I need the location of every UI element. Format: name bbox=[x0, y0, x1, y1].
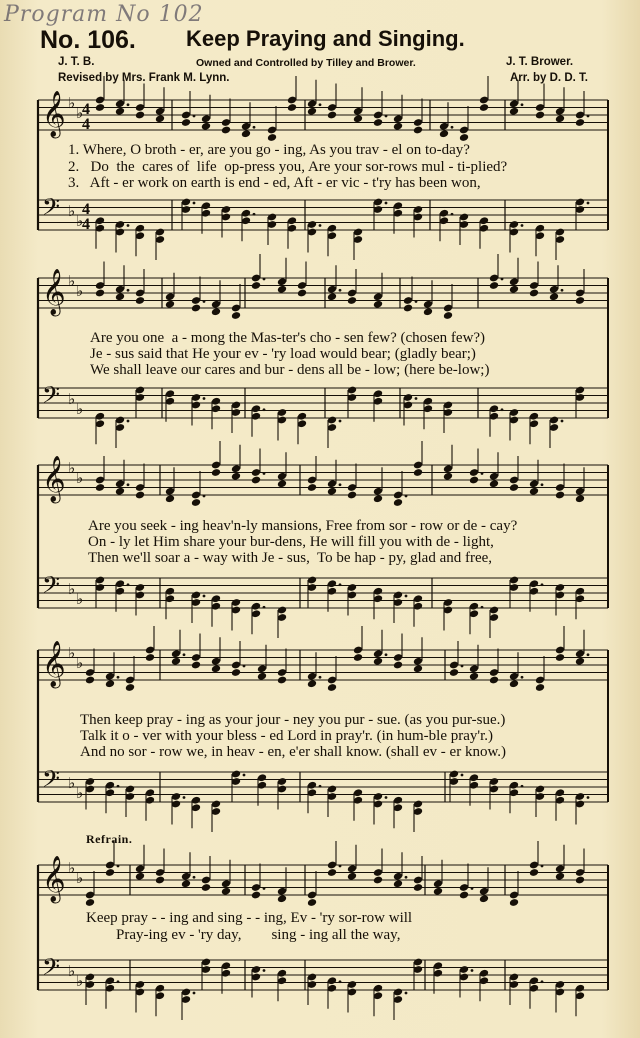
dot bbox=[385, 115, 388, 118]
lyric-line: We shall leave our cares and bur - dens all be - low; (here be-low;) bbox=[90, 362, 490, 378]
dot bbox=[203, 595, 206, 598]
note-head bbox=[393, 498, 403, 507]
note-head bbox=[241, 129, 251, 138]
dot bbox=[193, 992, 196, 995]
flat-sign: ♭ bbox=[76, 400, 84, 418]
lyric-line: Are you one a - mong the Mas-ter's cho - sen few? (chosen few?) bbox=[90, 330, 486, 346]
dot bbox=[541, 980, 544, 983]
note-head bbox=[307, 679, 317, 688]
bass-clef: 𝄢 bbox=[42, 381, 61, 414]
note-head bbox=[251, 891, 261, 900]
dot bbox=[203, 495, 206, 498]
dot bbox=[541, 865, 544, 868]
lyric-line: Are you seek - ing heav'n-ly mansions, Free from sor - row or de - cay? bbox=[88, 518, 518, 534]
dot bbox=[561, 289, 564, 292]
lyric-line: On - ly let Him share your bur-dens, He will fill you with de - light, bbox=[88, 534, 494, 550]
dot bbox=[339, 483, 342, 486]
dot bbox=[127, 224, 130, 227]
note-head bbox=[95, 483, 105, 492]
note-head bbox=[393, 122, 403, 131]
flat-sign: ♭ bbox=[76, 590, 84, 608]
note-head bbox=[433, 887, 443, 896]
note-head bbox=[479, 103, 489, 112]
note-head bbox=[191, 661, 201, 670]
note-head bbox=[413, 468, 423, 477]
note-head bbox=[135, 491, 145, 500]
lyric-line: Je - sus said that He your ev - 'ry load would bear; (gladly bear;) bbox=[90, 346, 476, 362]
note-head bbox=[509, 483, 519, 492]
ownership-note: Owned and Controlled by Tilley and Brower. bbox=[196, 57, 416, 69]
note-head bbox=[529, 868, 539, 877]
bass-clef: 𝄢 bbox=[42, 571, 61, 604]
flat-sign: ♭ bbox=[76, 972, 84, 990]
dot bbox=[587, 115, 590, 118]
flat-sign: ♭ bbox=[68, 774, 76, 792]
note-head bbox=[307, 483, 317, 492]
dot bbox=[405, 876, 408, 879]
dot bbox=[385, 796, 388, 799]
note-head bbox=[393, 879, 403, 888]
dot bbox=[127, 103, 130, 106]
note-head bbox=[211, 468, 221, 477]
note-head bbox=[307, 107, 317, 116]
flat-sign: ♭ bbox=[76, 469, 84, 487]
bass-clef: 𝄢 bbox=[42, 953, 61, 986]
note-head bbox=[459, 891, 469, 900]
dot bbox=[319, 224, 322, 227]
note-head bbox=[201, 122, 211, 131]
bass-clef: 𝄢 bbox=[42, 765, 61, 798]
note-head bbox=[509, 679, 519, 688]
note-head bbox=[393, 661, 403, 670]
note-head bbox=[469, 476, 479, 485]
note-head bbox=[231, 668, 241, 677]
note-head bbox=[549, 292, 559, 301]
dot bbox=[451, 126, 454, 129]
dot bbox=[243, 665, 246, 668]
dot bbox=[561, 420, 564, 423]
dot bbox=[339, 865, 342, 868]
dot bbox=[263, 887, 266, 890]
note-head bbox=[181, 879, 191, 888]
note-head bbox=[115, 487, 125, 496]
note-head bbox=[529, 487, 539, 496]
hymn-title: Keep Praying and Singing. bbox=[186, 26, 465, 51]
flat-sign: ♭ bbox=[76, 104, 84, 122]
dot bbox=[193, 876, 196, 879]
note-head bbox=[479, 894, 489, 903]
note-head bbox=[459, 133, 469, 142]
dot bbox=[319, 676, 322, 679]
lyric-line: 1. Where, O broth - er, are you go - ing, As you trav - el on to-day? bbox=[68, 142, 470, 158]
flat-sign: ♭ bbox=[68, 459, 76, 477]
dot bbox=[461, 774, 464, 777]
lyric-line: Keep pray - - ing and sing - - ing, Ev - 'ry sor-row will bbox=[86, 910, 413, 926]
note-head bbox=[211, 307, 221, 316]
treble-clef: 𝄞 bbox=[42, 269, 66, 315]
dot bbox=[339, 289, 342, 292]
note-head bbox=[347, 491, 357, 500]
note-head bbox=[489, 676, 499, 685]
note-head bbox=[449, 668, 459, 677]
dot bbox=[263, 472, 266, 475]
note-head bbox=[575, 118, 585, 127]
note-head bbox=[555, 114, 565, 123]
note-head bbox=[575, 494, 585, 503]
note-head bbox=[85, 898, 95, 907]
dot bbox=[501, 408, 504, 411]
dot bbox=[193, 115, 196, 118]
note-head bbox=[191, 304, 201, 313]
dot bbox=[243, 774, 246, 777]
note-head bbox=[535, 683, 545, 692]
note-head bbox=[555, 491, 565, 500]
note-head bbox=[221, 126, 231, 135]
dot bbox=[415, 397, 418, 400]
note-head bbox=[509, 285, 519, 294]
flat-sign: ♭ bbox=[68, 962, 76, 980]
dot bbox=[481, 472, 484, 475]
dot bbox=[339, 583, 342, 586]
dot bbox=[127, 289, 130, 292]
dot bbox=[117, 865, 120, 868]
dot bbox=[127, 483, 130, 486]
note-head bbox=[267, 133, 277, 142]
note-head bbox=[373, 494, 383, 503]
note-head bbox=[373, 118, 383, 127]
treble-clef: 𝄞 bbox=[42, 856, 66, 902]
dot bbox=[117, 676, 120, 679]
note-head bbox=[231, 472, 241, 481]
flat-sign: ♭ bbox=[68, 390, 76, 408]
note-head bbox=[347, 872, 357, 881]
note-head bbox=[327, 683, 337, 692]
flat-sign: ♭ bbox=[76, 869, 84, 887]
time-signature-top: 4 bbox=[82, 101, 90, 118]
note-head bbox=[201, 883, 211, 892]
dot bbox=[481, 606, 484, 609]
note-head bbox=[155, 876, 165, 885]
note-head bbox=[413, 664, 423, 673]
note-head bbox=[191, 498, 201, 507]
note-head bbox=[165, 300, 175, 309]
note-head bbox=[181, 118, 191, 127]
note-head bbox=[439, 129, 449, 138]
arranger-credit: Arr. by D. D. T. bbox=[510, 72, 588, 84]
note-head bbox=[231, 311, 241, 320]
flat-sign: ♭ bbox=[76, 784, 84, 802]
dot bbox=[405, 495, 408, 498]
note-head bbox=[115, 292, 125, 301]
lyric-line: Talk it o - ver with your bless - ed Lord in pray'r. (in hum-ble pray'r.) bbox=[80, 728, 494, 744]
dot bbox=[521, 676, 524, 679]
note-head bbox=[95, 289, 105, 298]
note-head bbox=[469, 672, 479, 681]
dot bbox=[541, 583, 544, 586]
note-head bbox=[251, 281, 261, 290]
reviser-credit: Revised by Mrs. Frank M. Lynn. bbox=[58, 72, 230, 84]
lyricist-initials: J. T. B. bbox=[58, 56, 95, 68]
dot bbox=[521, 224, 524, 227]
note-head bbox=[373, 657, 383, 666]
note-head bbox=[443, 472, 453, 481]
note-head bbox=[413, 126, 423, 135]
note-head bbox=[135, 296, 145, 305]
dot bbox=[127, 420, 130, 423]
note-head bbox=[95, 103, 105, 112]
treble-clef: 𝄞 bbox=[42, 91, 66, 137]
dot bbox=[183, 653, 186, 656]
note-head bbox=[353, 114, 363, 123]
note-head bbox=[555, 872, 565, 881]
note-head bbox=[509, 107, 519, 116]
note-head bbox=[105, 868, 115, 877]
note-head bbox=[115, 107, 125, 116]
note-head bbox=[145, 653, 155, 662]
flat-sign: ♭ bbox=[68, 580, 76, 598]
note-head bbox=[135, 111, 145, 120]
dot bbox=[587, 653, 590, 656]
note-head bbox=[257, 672, 267, 681]
note-head bbox=[85, 676, 95, 685]
note-head bbox=[135, 872, 145, 881]
bass-clef: 𝄢 bbox=[42, 193, 61, 226]
dot bbox=[587, 202, 590, 205]
lyric-line: Pray-ing ev - 'ry day, sing - ing all the way, bbox=[86, 927, 401, 943]
note-head bbox=[489, 479, 499, 488]
note-head bbox=[171, 657, 181, 666]
flat-sign: ♭ bbox=[76, 212, 84, 230]
note-head bbox=[297, 289, 307, 298]
dot bbox=[203, 397, 206, 400]
dot bbox=[405, 595, 408, 598]
refrain-label: Refrain. bbox=[86, 832, 133, 846]
note-head bbox=[251, 476, 261, 485]
dot bbox=[385, 653, 388, 656]
dot bbox=[117, 785, 120, 788]
handwritten-note: Program No 102 bbox=[4, 2, 204, 27]
note-head bbox=[575, 657, 585, 666]
note-head bbox=[509, 898, 519, 907]
dot bbox=[117, 980, 120, 983]
note-head bbox=[155, 114, 165, 123]
note-head bbox=[535, 111, 545, 120]
lyric-line: 3. Aft - er work on earth is end - ed, Aft - er vic - t'ry has been won, bbox=[68, 175, 481, 191]
dot bbox=[541, 483, 544, 486]
note-head bbox=[277, 676, 287, 685]
note-head bbox=[307, 898, 317, 907]
note-head bbox=[403, 304, 413, 313]
note-head bbox=[327, 292, 337, 301]
dot bbox=[587, 796, 590, 799]
flat-sign: ♭ bbox=[68, 272, 76, 290]
dot bbox=[521, 103, 524, 106]
dot bbox=[451, 213, 454, 216]
dot bbox=[203, 300, 206, 303]
flat-sign: ♭ bbox=[76, 654, 84, 672]
flat-sign: ♭ bbox=[68, 202, 76, 220]
dot bbox=[183, 796, 186, 799]
note-head bbox=[489, 281, 499, 290]
note-head bbox=[353, 653, 363, 662]
note-head bbox=[575, 296, 585, 305]
note-head bbox=[327, 868, 337, 877]
composer-credit: J. T. Brower. bbox=[506, 56, 574, 68]
dot bbox=[253, 213, 256, 216]
flat-sign: ♭ bbox=[68, 859, 76, 877]
flat-sign: ♭ bbox=[68, 644, 76, 662]
note-head bbox=[575, 876, 585, 885]
lyric-line: Then keep pray - ing as your jour - ney you pur - sue. (as you pur-sue.) bbox=[80, 712, 506, 728]
dot bbox=[263, 408, 266, 411]
dot bbox=[263, 969, 266, 972]
note-head bbox=[373, 300, 383, 309]
note-head bbox=[165, 494, 175, 503]
note-head bbox=[277, 894, 287, 903]
dot bbox=[339, 420, 342, 423]
note-head bbox=[373, 876, 383, 885]
dot bbox=[415, 300, 418, 303]
time-signature-bottom: 4 bbox=[82, 116, 90, 133]
note-head bbox=[347, 296, 357, 305]
note-head bbox=[105, 679, 115, 688]
note-head bbox=[287, 103, 297, 112]
note-head bbox=[277, 479, 287, 488]
dot bbox=[127, 583, 130, 586]
note-head bbox=[423, 307, 433, 316]
lyric-line: And no sor - row we, in heav - en, e'er shall know. (shall ev - er know.) bbox=[80, 744, 507, 760]
note-head bbox=[443, 311, 453, 320]
treble-clef: 𝄞 bbox=[42, 456, 66, 502]
lyric-line: Then we'll soar a - way with Je - sus, To be hap - py, glad and free, bbox=[88, 550, 493, 566]
dot bbox=[339, 980, 342, 983]
dot bbox=[471, 887, 474, 890]
dot bbox=[405, 992, 408, 995]
dot bbox=[263, 278, 266, 281]
note-head bbox=[125, 683, 135, 692]
note-head bbox=[529, 289, 539, 298]
note-head bbox=[211, 664, 221, 673]
dot bbox=[253, 126, 256, 129]
note-head bbox=[327, 111, 337, 120]
note-head bbox=[327, 487, 337, 496]
treble-clef: 𝄞 bbox=[42, 641, 66, 687]
dot bbox=[521, 785, 524, 788]
dot bbox=[501, 278, 504, 281]
time-signature-bottom: 4 bbox=[82, 216, 90, 233]
note-head bbox=[413, 883, 423, 892]
time-signature-top: 4 bbox=[82, 201, 90, 218]
flat-sign: ♭ bbox=[76, 282, 84, 300]
note-head bbox=[221, 887, 231, 896]
note-head bbox=[555, 653, 565, 662]
dot bbox=[319, 103, 322, 106]
note-head bbox=[277, 285, 287, 294]
dot bbox=[263, 606, 266, 609]
flat-sign: ♭ bbox=[68, 94, 76, 112]
hymn-number: No. 106. bbox=[40, 26, 136, 54]
dot bbox=[319, 785, 322, 788]
dot bbox=[461, 665, 464, 668]
lyric-line: 2. Do the cares of life op-press you, Are your sor-rows mul - ti-plied? bbox=[68, 159, 508, 175]
dot bbox=[193, 202, 196, 205]
dot bbox=[471, 969, 474, 972]
dot bbox=[385, 202, 388, 205]
